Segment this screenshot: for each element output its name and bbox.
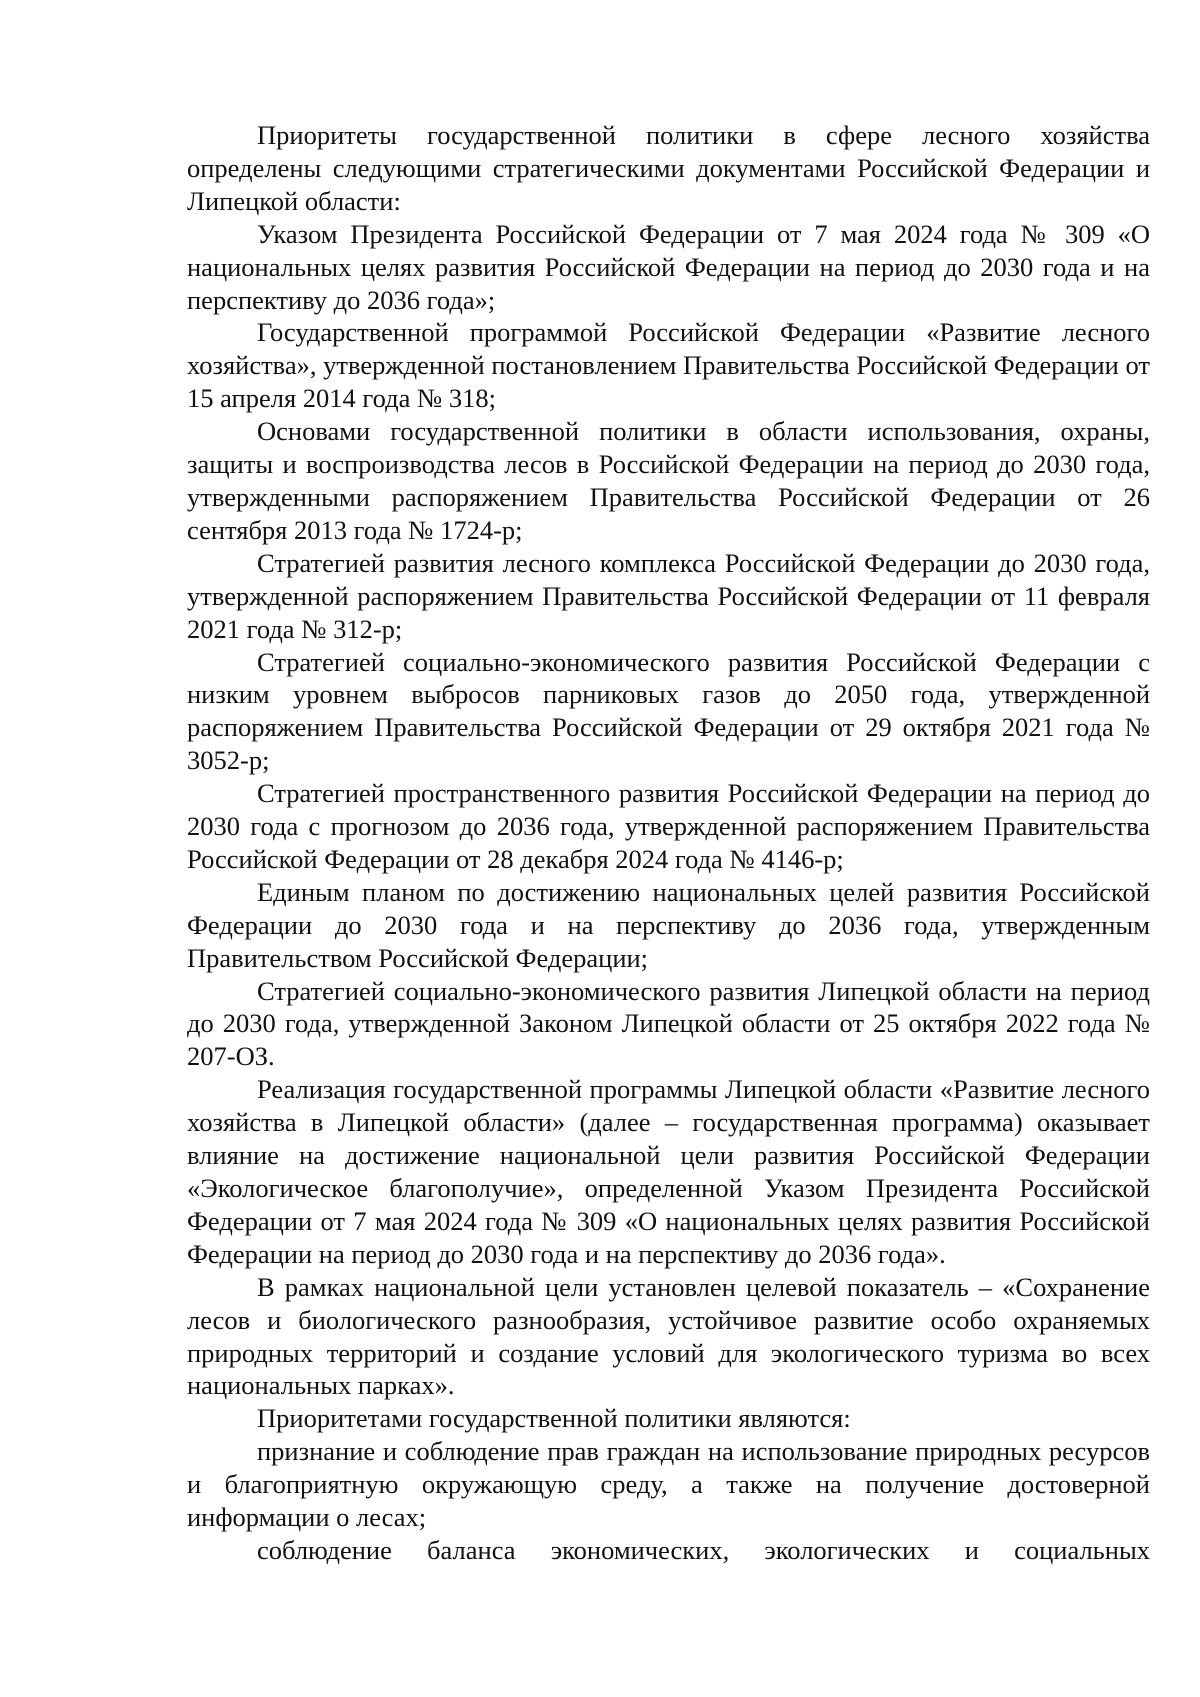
paragraph-unified-plan: Единым планом по достижению национальных целей развития Российской Федерации до 2030 года и на перспективу до 2036 года, утвержденным Правительством Российской Федерации; bbox=[187, 876, 1150, 973]
paragraph-low-emission-strategy: Стратегией социально-экономического развития Российской Федерации с низким уровнем выбросов парниковых газов до 2050 года, утвержденной распоряжением Правительства Российской Федерации от 29 октября 2021 года № 3052-р; bbox=[187, 646, 1150, 776]
paragraph-presidential-decree: Указом Президента Российской Федерации от 7 мая 2024 года № 309 «О национальных целях развития Российской Федерации на период до 2030 года и на перспективу до 2036 года»; bbox=[187, 218, 1150, 315]
paragraph-state-program: Государственной программой Российской Федерации «Развитие лесного хозяйства», утвержденной постановлением Правительства Российской Федерации от 15 апреля 2014 года № 318; bbox=[187, 317, 1150, 414]
paragraph-spatial-development-strategy: Стратегией пространственного развития Российской Федерации на период до 2030 года с прогнозом до 2036 года, утвержденной распоряжением Правительства Российской Федерации от 28 декабря 2024 года № 4146-р; bbox=[187, 778, 1150, 874]
paragraph-forest-complex-strategy: Стратегией развития лесного комплекса Российской Федерации до 2030 года, утвержденной распоряжением Правительства Российской Федерации от 11 февраля 2021 года № 312-р; bbox=[187, 547, 1150, 644]
document-body bbox=[187, 119, 1150, 1567]
paragraph-citizen-rights: признание и соблюдение прав граждан на использование природных ресурсов и благоприятную окружающую среду, а также на получение достоверной информации о лесах; bbox=[187, 1436, 1150, 1533]
paragraph-lipetsk-strategy: Стратегией социально-экономического развития Липецкой области на период до 2030 года, утвержденной Законом Липецкой области от 25 октября 2022 года № 207-ОЗ. bbox=[187, 975, 1150, 1072]
paragraph-target-indicator: В рамках национальной цели установлен целевой показатель – «Сохранение лесов и биологического разнообразия, устойчивое развитие особо охраняемых природных территорий и создание условий для экологического туризма во всех национальных парках». bbox=[187, 1271, 1150, 1401]
paragraph-priorities-heading: Приоритетами государственной политики являются: bbox=[257, 1403, 851, 1434]
paragraph-program-impact: Реализация государственной программы Липецкой области «Развитие лесного хозяйства в Липецкой области» (далее – государственная программа) оказывает влияние на достижение национальной цели развития Российской Федерации «Экологическое благополучие», определенной Указом Президента Российской Федерации от 7 мая 2024 года № 309 «О национальных целях развития Российской Федерации на период до 2030 года и на перспективу до 2036 года». bbox=[187, 1074, 1150, 1269]
paragraph-balance: соблюдение баланса экономических, экологических и социальных bbox=[257, 1534, 1150, 1565]
paragraph-intro: Приоритеты государственной политики в сфере лесного хозяйства определены следующими стратегическими документами Российской Федерации и Липецкой области: bbox=[187, 120, 1150, 216]
paragraph-policy-foundations: Основами государственной политики в области использования, охраны, защиты и воспроизводства лесов в Российской Федерации на период до 2030 года, утвержденными распоряжением Правительства Российской Федерации от 26 сентября 2013 года № 1724-р; bbox=[187, 416, 1150, 545]
